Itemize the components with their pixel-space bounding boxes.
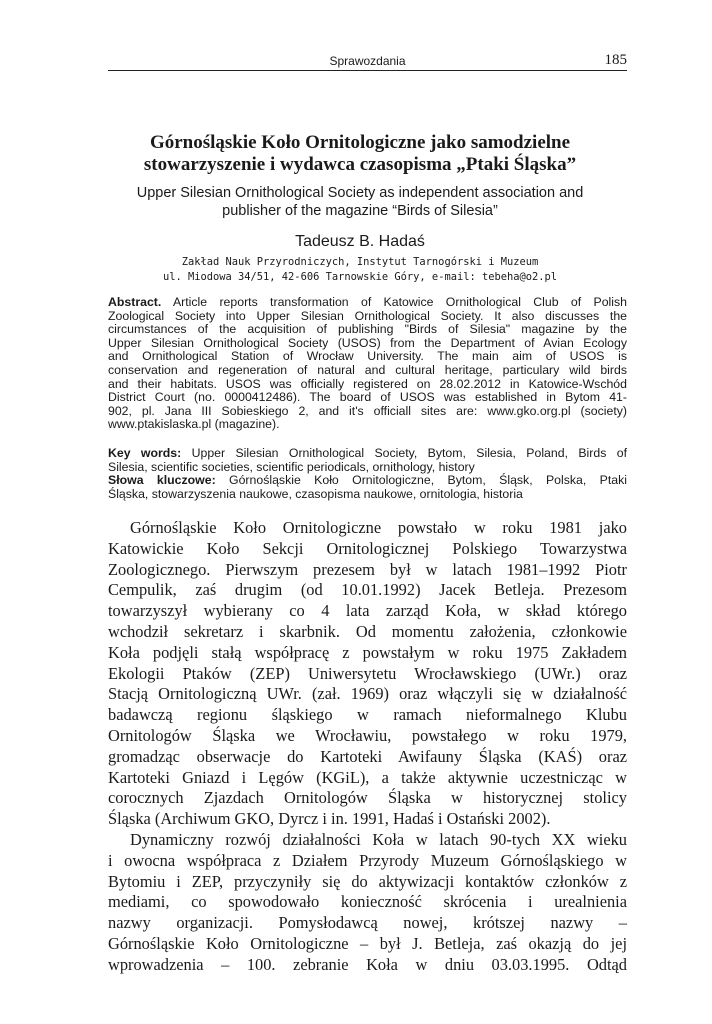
body-line: badawczą regionu śląskiego w ramach nieformalnego Klubu bbox=[108, 705, 627, 725]
affiliation-line-2: ul. Miodowa 34/51, 42-606 Tarnowskie Góry, e-mail: tebeha@o2.pl bbox=[162, 271, 558, 283]
body-line: Dynamiczny rozwój działalności Koła w latach 90-tych XX wieku bbox=[130, 829, 627, 849]
abstract-line: Zoological Society into Upper Silesian Ornithological Society. It also discusses the bbox=[108, 308, 627, 323]
body-line: wchodził sekretarz i skarbnik. Od momentu założenia, członkowie bbox=[108, 621, 627, 641]
body-line: Koła podjęli stałą współpracę z powstałym w roku 1975 Zakładem bbox=[108, 642, 627, 662]
body-line: i owocna współpraca z Działem Przyrody Muzeum Górnośląskiego w bbox=[108, 850, 627, 870]
abstract bbox=[108, 296, 627, 432]
abstract-line: and their habitats. USOS was officially registered on 28.02.2012 in Katowice-Wschód bbox=[108, 376, 627, 391]
body-line: mediami, co spowodowało konieczność skrócenia i urealnienia bbox=[108, 892, 627, 912]
keywords-en-line: Key words: Upper Silesian Ornithological Society, Bytom, Silesia, Poland, Birds of bbox=[108, 446, 627, 460]
article-title bbox=[90, 132, 630, 176]
body-line: Ekologii Ptaków (ZEP) Uniwersytetu Wrocławskiego (UWr.) oraz bbox=[108, 663, 627, 683]
keywords-en-label: Key words: bbox=[108, 446, 182, 460]
body-line: Zoologicznego. Pierwszym prezesem był w latach 1981–1992 Piotr bbox=[108, 559, 627, 579]
body-line: Ornitologów Śląska we Wrocławiu, powstałego w roku 1979, bbox=[108, 725, 627, 745]
body-line: Stacją Ornitologiczną UWr. (zał. 1969) oraz włączyli się w działalność bbox=[108, 684, 627, 704]
section-name: Sprawozdania bbox=[329, 54, 406, 68]
abstract-line: 902, pl. Jana III Sobieskiego 2, and it's officiall sites are: www.gko.org.pl (society) bbox=[108, 403, 627, 418]
keywords-en-line: Silesia, scientific societies, scientific periodicals, ornithology, history bbox=[108, 459, 475, 474]
english-title-line-2: publisher of the magazine “Birds of Silesia” bbox=[222, 203, 498, 219]
body-line: Bytomiu i ZEP, przyczyniły się do aktywizacji kontaktów członków z bbox=[108, 871, 627, 891]
body-line: Cempulik, zaś drugim (od 10.01.1992) Jacek Betleja. Prezesom bbox=[108, 580, 627, 600]
keywords-pl-label: Słowa kluczowe: bbox=[108, 473, 216, 488]
body-line: Górnośląskie Koło Ornitologiczne – był J. Betleja, zaś okazją do jej bbox=[108, 933, 627, 953]
title-line-1: Górnośląskie Koło Ornitologiczne jako samodzielne bbox=[149, 132, 571, 153]
abstract-line: www.ptakislaska.pl (magazine). bbox=[108, 417, 280, 432]
affiliation bbox=[90, 255, 630, 285]
english-title bbox=[90, 184, 630, 220]
title-line-2: stowarzyszenie i wydawca czasopisma „Ptaki Śląska” bbox=[143, 154, 577, 175]
abstract-line: circumstances of the acquisition of publishing "Birds of Silesia" magazine by the bbox=[108, 322, 627, 337]
keywords-pl-line: Słowa kluczowe: Górnośląskie Koło Ornitologiczne, Bytom, Śląsk, Polska, Ptaki bbox=[108, 473, 628, 488]
body-line: Katowickie Koło Sekcji Ornitologicznej Polskiego Towarzystwa bbox=[108, 538, 627, 558]
body-line: wprowadzenia – 100. zebranie Koła w dniu 03.03.1995. Odtąd bbox=[108, 954, 627, 974]
keywords-pl-line: Śląska, stowarzyszenia naukowe, czasopisma naukowe, ornitologia, historia bbox=[108, 486, 523, 501]
abstract-line: and Ornithological Station of Wrocław University. The main aim of USOS is bbox=[108, 349, 627, 364]
author-name: Tadeusz B. Hadaś bbox=[295, 233, 425, 250]
abstract-label: Abstract. bbox=[108, 295, 162, 309]
body-line: Śląska (Archiwum GKO, Dyrcz i in. 1991, Hadaś i Ostański 2002). bbox=[108, 809, 551, 829]
body-line: corocznych Zjazdach Ornitologów Śląska w historycznej stolicy bbox=[108, 788, 627, 808]
body-line: towarzyszył wybierany co 4 lata zarząd Koła, w skład którego bbox=[108, 601, 627, 621]
keywords bbox=[108, 447, 627, 501]
abstract-line: District Court (no. 0000412486). The board of USOS was established in Bytom 41- bbox=[108, 390, 627, 405]
abstract-line: Abstract. Article reports transformation of Katowice Ornithological Club of Polish bbox=[108, 295, 627, 309]
article-body bbox=[108, 518, 627, 976]
page-number: 185 bbox=[604, 52, 627, 68]
body-line: gromadząc obserwacje do Kartoteki Awifauny Śląska (KAŚ) oraz bbox=[108, 746, 627, 766]
affiliation-line-1: Zakład Nauk Przyrodniczych, Instytut Tarnogórski i Muzeum bbox=[181, 256, 539, 268]
running-header bbox=[108, 52, 627, 71]
abstract-line: conservation and regeneration of natural and cultural heritage, particulary wild birds bbox=[108, 362, 627, 377]
english-title-line-1: Upper Silesian Ornithological Society as independent association and bbox=[136, 185, 584, 201]
abstract-line: Upper Silesian Ornithological Society (USOS) from the Department of Avian Ecology bbox=[108, 335, 627, 350]
body-line: Kartoteki Gniazd i Lęgów (KGiL), a także aktywnie uczestnicząc w bbox=[108, 767, 627, 787]
body-line: nazwy organizacji. Pomysłodawcą nowej, krótszej nazwy – bbox=[108, 913, 627, 933]
body-line: Górnośląskie Koło Ornitologiczne powstało w roku 1981 jako bbox=[130, 518, 627, 537]
